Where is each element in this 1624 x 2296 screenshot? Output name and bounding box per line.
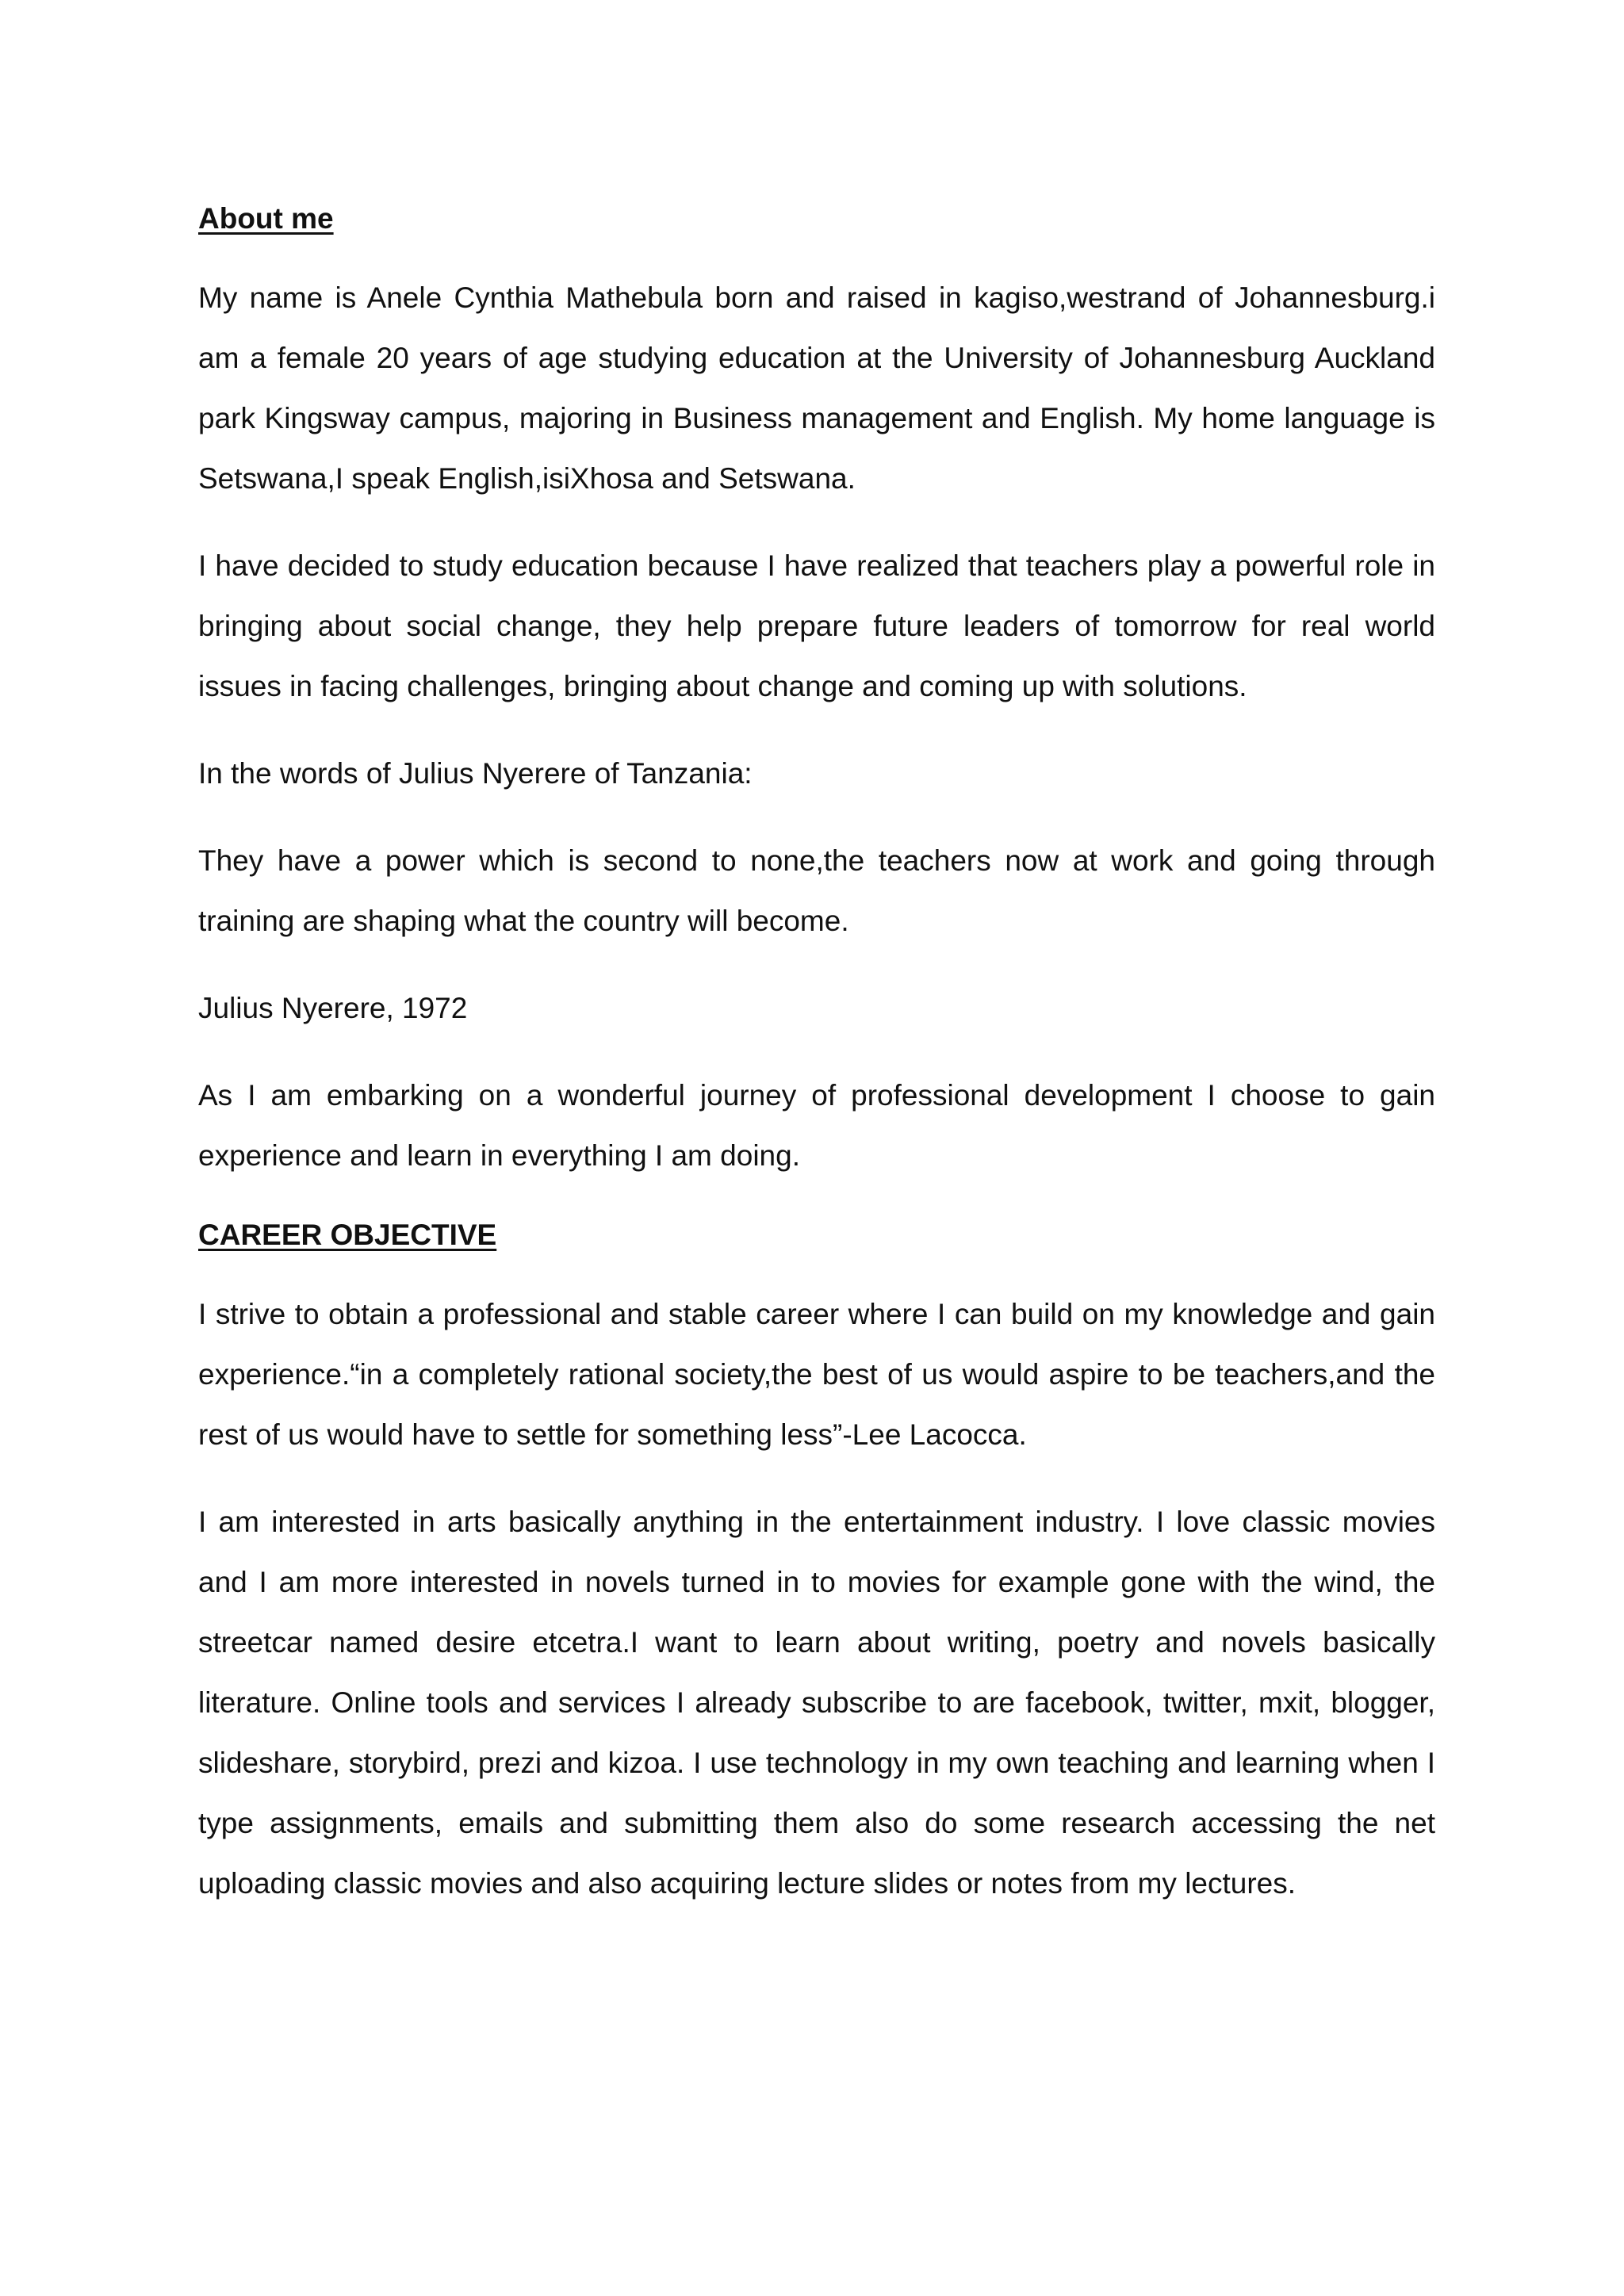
interests-paragraph: I am interested in arts basically anything in the entertainment industry. I love classic movies and I am more interested in novels turned in to movies for example gone with the wind, the streetcar named desire etcetra.I want to learn about writing, poetry and novels basically literature. Online tools and services I already subscribe to are facebook, twitter, mxit, blogger, slideshare, storybird, prezi and kizoa. I use technology in my own teaching and learning when I type assignments, emails and submitting them also do some research accessing the net uploading classic movies and also acquiring lecture slides or notes from my lectures. xyxy=(198,1506,1435,1900)
document-body xyxy=(198,197,1435,1941)
journey-paragraph: As I am embarking on a wonderful journey of professional development I choose to gain experience and learn in everything I am doing. xyxy=(198,1079,1435,1172)
education-reason-paragraph: I have decided to study education because I have realized that teachers play a powerful role in bringing about social change, they help prepare future leaders of tomorrow for real world issues in facing challenges, bringing about change and coming up with solutions. xyxy=(198,549,1435,702)
career-objective-heading: CAREER OBJECTIVE xyxy=(198,1219,497,1251)
quote-attribution: Julius Nyerere, 1972 xyxy=(198,992,468,1024)
about-intro-paragraph: My name is Anele Cynthia Mathebula born and raised in kagiso,westrand of Johannesburg.i am a female 20 years of age studying education at the University of Johannesburg Auckland park Kingsway campus, majoring in Business management and English. My home language is Setswana,I speak English,isiXhosa and Setswana. xyxy=(198,281,1435,495)
about-me-heading: About me xyxy=(198,202,334,235)
nyerere-quote-paragraph: They have a power which is second to none,the teachers now at work and going through training are shaping what the country will become. xyxy=(198,844,1435,937)
quote-intro-paragraph: In the words of Julius Nyerere of Tanzania: xyxy=(198,757,753,790)
career-objective-paragraph: I strive to obtain a professional and stable career where I can build on my knowledge and gain experience.“in a completely rational society,the best of us would aspire to be teachers,and the rest of us would have to settle for something less”-Lee Lacocca. xyxy=(198,1298,1435,1451)
